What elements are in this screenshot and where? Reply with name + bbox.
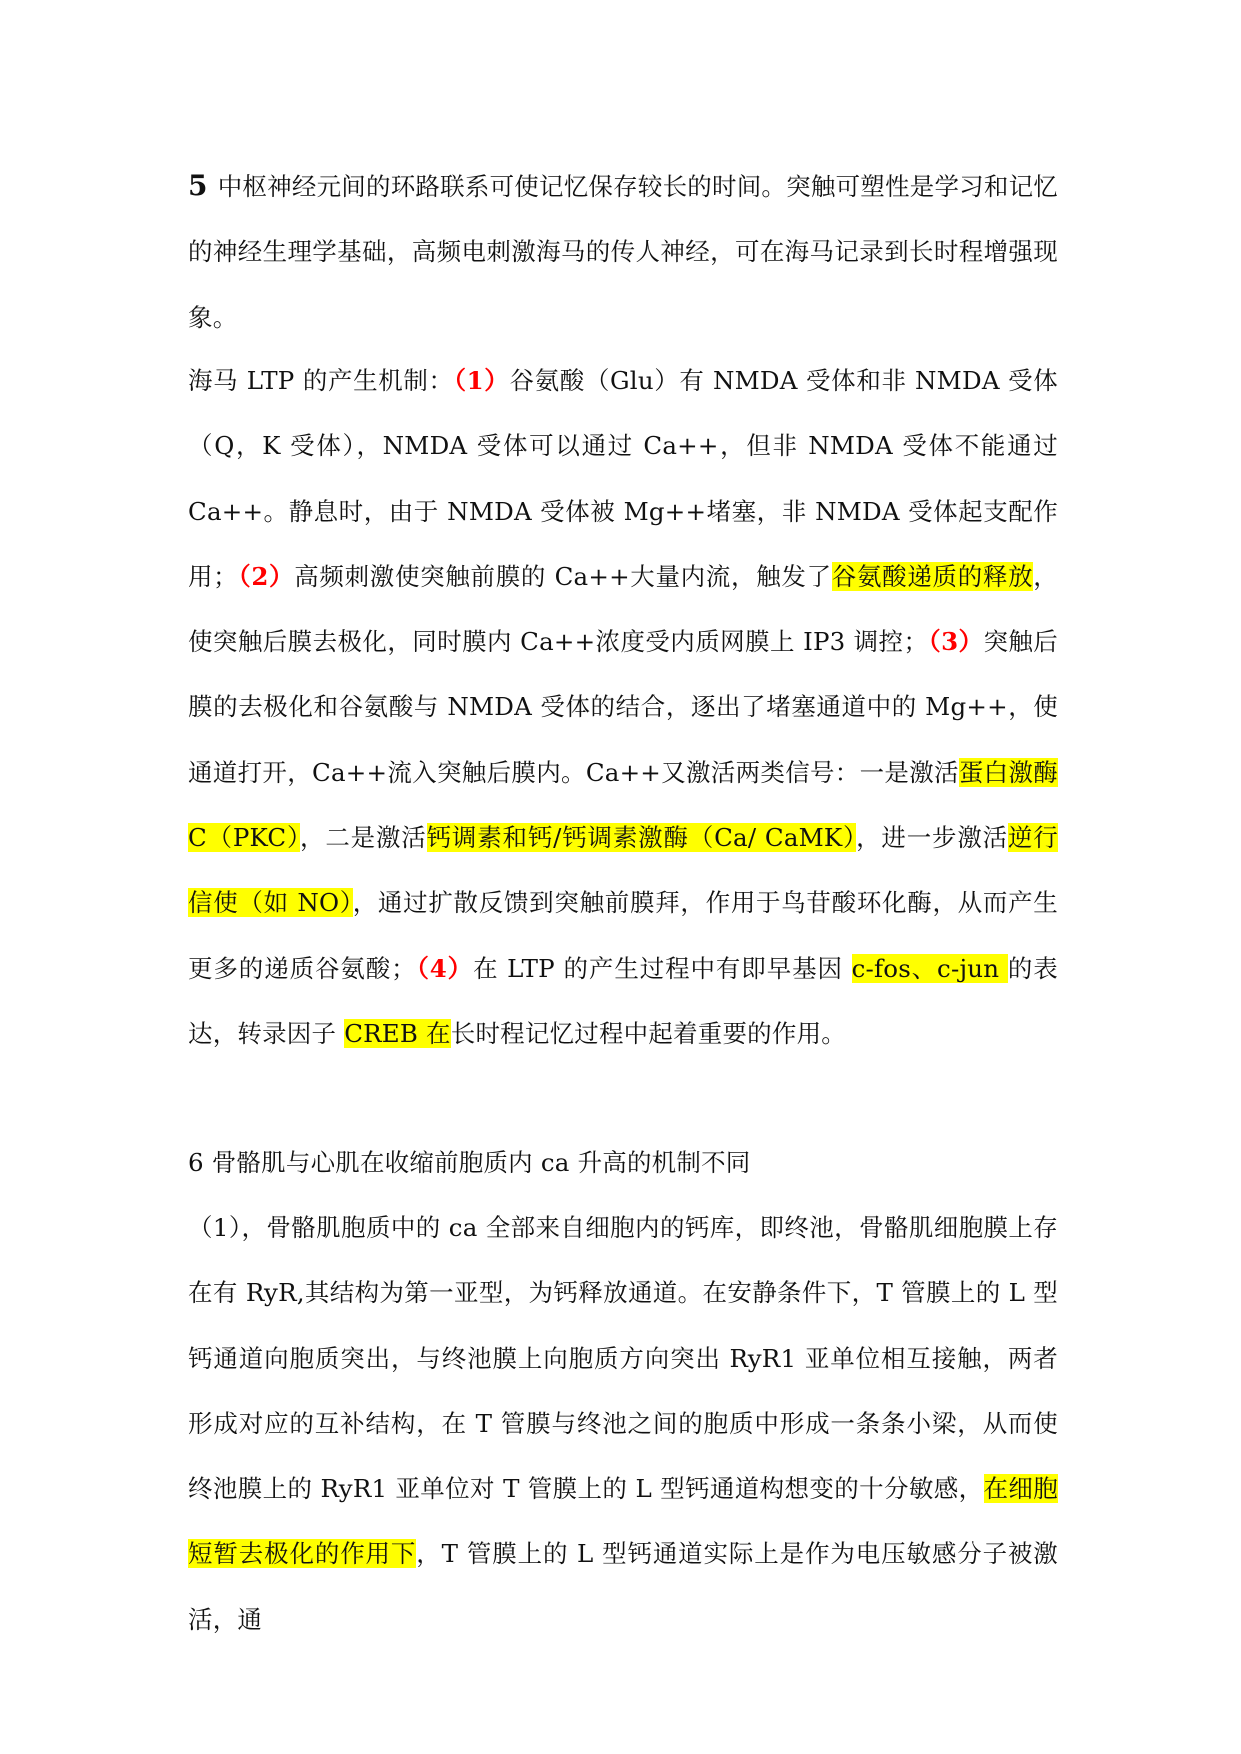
section-5-intro-text: 中枢神经元间的环路联系可使记忆保存较长的时间。突触可塑性是学习和记忆的神经生理学基础，高频电刺激海马的传人神经，可在海马记录到长时程增强现象。 <box>188 172 1058 332</box>
highlight-retrograde-messenger: 逆行信使（如 NO） <box>188 823 1059 918</box>
highlight-glutamate-release: 谷氨酸递质的释放 <box>831 561 1034 591</box>
section-6-text: （1），骨骼肌胞质中的 ca 全部来自细胞内的钙库，即终池，骨骼肌细胞膜上存在有 RyR,其结构为第一亚型，为钙释放通道。在安静条件下，T 管膜上的 L 型钙通道向胞质突出，与终池膜上向胞质方向突出 RyR1 亚单位相互接触，两者形成对应的互补结构，在 T 管膜与终池之间的胞质中形成一条条小梁，从而使终池膜上的 RyR1 亚单位对 T 管膜上的 L 型钙通道构想变的十分敏感， <box>188 1213 1058 1504</box>
mechanism-text: ，通过扩散反馈到突触前膜拜，作用于鸟苷酸环化酶，从而产生更多的递质谷氨酸； <box>188 888 1058 983</box>
mechanism-text: 海马 LTP 的产生机制： <box>188 366 454 395</box>
mechanism-text: ，二是激活 <box>300 823 427 853</box>
section-5-number: 5 <box>188 169 208 202</box>
highlight-depolarization: 在细胞短暂去极化的作用下 <box>188 1474 1059 1569</box>
point-marker-4: （4） <box>415 953 474 983</box>
highlight-immediate-early-genes: c-fos、c-jun <box>851 953 1008 983</box>
highlight-pkc: 蛋白激酶 C（PKC） <box>188 757 1058 853</box>
section-6-text: ，T 管膜上的 L 型钙通道实际上是作为电压敏感分子被激活，通 <box>188 1539 1058 1634</box>
mechanism-text: 突触后膜的去极化和谷氨酸与 NMDA 受体的结合，逐出了堵塞通道中的 Mg++，使通道打开，Ca++流入突触后膜内。Ca++又激活两类信号：一是激活 <box>188 627 1058 787</box>
section-5-intro-paragraph <box>188 153 1058 350</box>
mechanism-text: 的表达，转录因子 <box>188 953 1059 1048</box>
mechanism-text: 在 LTP 的产生过程中有即早基因 <box>473 953 852 983</box>
point-marker-2: （2） <box>237 561 295 591</box>
section-6-body-paragraph <box>188 1195 1058 1652</box>
section-6-heading: 6 骨骼肌与心肌在收缩前胞质内 ca 升高的机制不同 <box>188 1148 751 1177</box>
highlight-creb: CREB 在 <box>344 1018 451 1048</box>
mechanism-text: 高频刺激使突触前膜的 Ca++大量内流，触发了 <box>294 561 832 591</box>
mechanism-text: 长时程记忆过程中起着重要的作用。 <box>450 1018 846 1048</box>
mechanism-text: ，使突触后膜去极化，同时膜内 Ca++浓度受内质网膜上 IP3 调控； <box>188 561 1058 657</box>
mechanism-text: 谷氨酸（Glu）有 NMDA 受体和非 NMDA 受体（Q，K 受体），NMDA 受体可以通过 Ca++，但非 NMDA 受体不能通过 Ca++。静息时，由于 NMDA 受体被 Mg++堵塞，非 NMDA 受体起支配作用； <box>188 366 1058 591</box>
ltp-mechanism-paragraph <box>188 348 1058 1066</box>
highlight-camk: 钙调素和钙/钙调素激酶（Ca/ CaMK） <box>426 823 857 853</box>
point-marker-3: （3） <box>928 627 984 657</box>
point-marker-1: （1） <box>453 366 510 395</box>
mechanism-text: ，进一步激活 <box>856 823 1008 853</box>
